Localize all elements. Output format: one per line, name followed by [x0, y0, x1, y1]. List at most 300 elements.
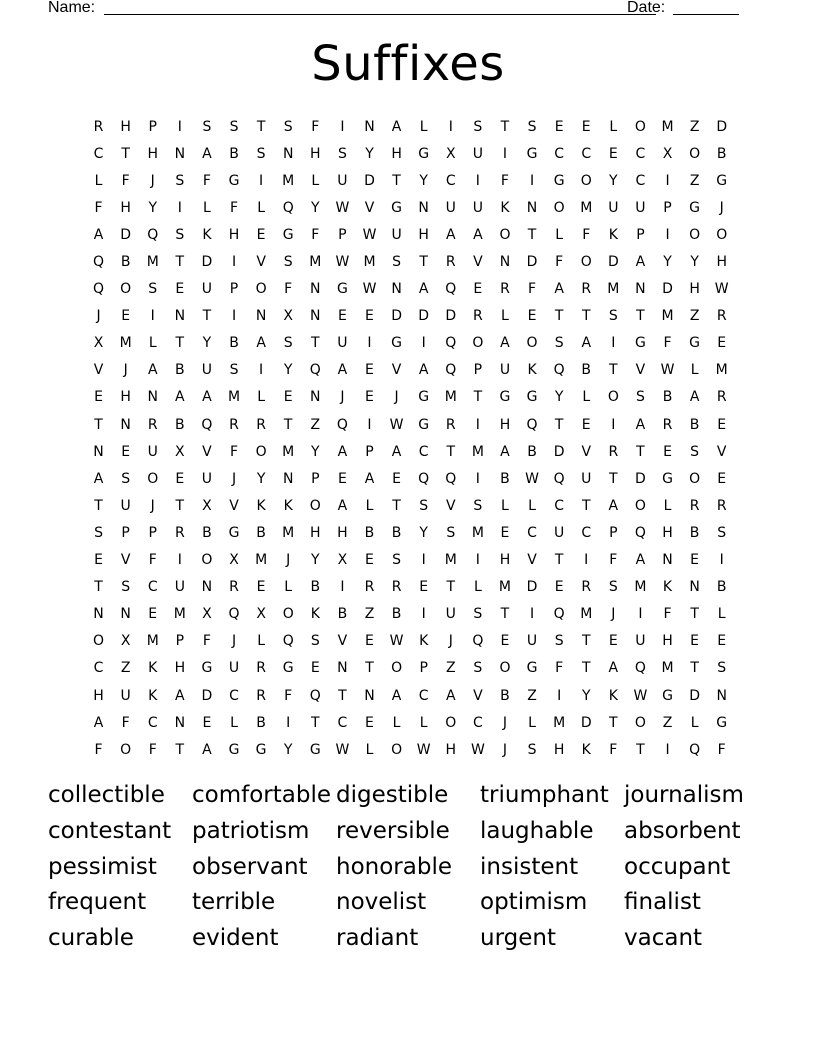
grid-letter: J [719, 199, 724, 216]
grid-letter: I [502, 145, 508, 162]
grid-letter: T [311, 335, 320, 352]
grid-letter: M [471, 443, 484, 460]
grid-letter: M [607, 281, 620, 298]
grid-letter: I [367, 416, 372, 433]
grid-letter: M [282, 443, 295, 460]
grid-letter: R [581, 281, 592, 298]
grid-letter: U [526, 633, 538, 650]
grid-letter: S [473, 118, 483, 135]
grid-letter: N [310, 308, 321, 325]
grid-letter: O [472, 335, 484, 352]
grid-letter: O [689, 226, 701, 243]
grid-letter: J [150, 172, 155, 189]
grid-letter: M [444, 552, 457, 569]
grid-letter: L [230, 714, 238, 731]
grid-letter: L [392, 714, 401, 731]
grid-letter: T [202, 308, 212, 325]
grid-letter: A [202, 389, 212, 406]
grid-letter: M [309, 254, 322, 271]
grid-letter: T [554, 308, 564, 325]
grid-letter: S [94, 524, 103, 541]
word-list-item: observant [192, 853, 308, 880]
grid-letter: F [202, 172, 211, 189]
grid-letter: V [716, 443, 727, 460]
grid-letter: R [608, 443, 619, 460]
grid-letter: F [121, 172, 130, 189]
header [48, 0, 740, 19]
grid-letter: S [283, 254, 293, 271]
grid-letter: H [310, 524, 321, 541]
grid-letter: M [227, 389, 241, 406]
grid-letter: I [177, 199, 182, 216]
grid-letter: O [580, 254, 592, 271]
grid-letter: T [175, 741, 185, 758]
grid-letter: F [229, 199, 239, 216]
grid-letter: Z [364, 606, 375, 623]
grid-letter: K [283, 497, 293, 514]
grid-letter: P [121, 524, 130, 541]
grid-letter: T [636, 308, 645, 325]
grid-letter: Y [202, 335, 212, 352]
grid-letter: L [257, 633, 266, 650]
grid-letter: K [148, 660, 158, 677]
grid-letter: C [527, 524, 537, 541]
grid-letter: R [229, 579, 239, 596]
grid-letter: T [473, 389, 483, 406]
grid-letter: D [662, 281, 673, 298]
grid-letter: B [175, 362, 185, 379]
grid-letter: U [201, 470, 213, 487]
grid-letter: D [635, 470, 646, 487]
grid-letter: S [554, 633, 564, 650]
grid-letter: I [529, 606, 535, 623]
grid-letter: S [202, 118, 212, 135]
grid-letter: O [499, 660, 511, 677]
grid-letter: Y [419, 172, 428, 189]
grid-letter: J [96, 308, 101, 325]
grid-letter: T [121, 145, 130, 162]
grid-letter: D [120, 226, 132, 243]
grid-letter: G [499, 389, 511, 406]
grid-letter: T [419, 254, 428, 271]
grid-letter: Q [689, 741, 701, 758]
grid-letter: I [340, 579, 345, 596]
grid-letter: T [527, 226, 537, 243]
grid-letter: A [689, 389, 700, 406]
grid-letter: B [689, 416, 700, 433]
grid-letter: Q [526, 416, 538, 433]
grid-letter: I [231, 254, 237, 271]
grid-letter: X [445, 145, 456, 162]
grid-letter: L [582, 389, 591, 406]
grid-letter: A [500, 335, 510, 352]
grid-letter: L [365, 741, 374, 758]
grid-letter: Y [365, 145, 374, 162]
grid-letter: S [717, 660, 727, 677]
grid-letter: K [256, 497, 266, 514]
grid-letter: Y [690, 254, 699, 271]
grid-letter: P [229, 281, 239, 298]
grid-letter: U [201, 362, 213, 379]
grid-letter: I [231, 308, 237, 325]
grid-letter: D [689, 687, 700, 704]
grid-letter: L [528, 497, 536, 514]
grid-letter: A [391, 687, 402, 704]
grid-letter: A [608, 497, 619, 514]
grid-letter: H [391, 145, 402, 162]
grid-letter: X [120, 633, 131, 650]
grid-letter: N [391, 281, 402, 298]
grid-letter: E [554, 118, 564, 135]
grid-letter: E [283, 389, 293, 406]
grid-letter: T [554, 416, 564, 433]
grid-letter: I [475, 470, 480, 487]
grid-letter: B [391, 524, 402, 541]
word-list-item: novelist [336, 889, 427, 916]
grid-letter: A [147, 362, 158, 379]
grid-letter: Q [445, 470, 457, 487]
grid-letter: G [689, 199, 701, 216]
grid-letter: I [259, 172, 264, 189]
grid-letter: Q [445, 335, 457, 352]
word-list-item: finalist [624, 889, 701, 916]
grid-letter: N [255, 308, 267, 325]
grid-letter: F [500, 172, 509, 189]
grid-letter: I [421, 335, 426, 352]
grid-letter: O [607, 389, 619, 406]
grid-letter: G [526, 389, 538, 406]
grid-letter: B [391, 606, 402, 623]
grid-letter: L [609, 118, 618, 135]
grid-letter: R [716, 389, 727, 406]
grid-letter: N [174, 145, 186, 162]
grid-letter: S [473, 497, 483, 514]
grid-letter: J [340, 389, 345, 406]
grid-letter: V [202, 443, 212, 460]
grid-letter: E [608, 145, 618, 162]
grid-letter: T [175, 335, 185, 352]
grid-letter: L [663, 497, 672, 514]
grid-letter: D [526, 579, 538, 596]
grid-letter: E [365, 308, 374, 325]
grid-letter: I [475, 416, 480, 433]
grid-letter: B [527, 443, 537, 460]
grid-letter: R [256, 660, 266, 677]
grid-letter: P [338, 226, 347, 243]
grid-letter: T [609, 362, 618, 379]
grid-letter: T [609, 714, 618, 731]
grid-letter: B [310, 579, 321, 596]
grid-letter: B [120, 254, 131, 271]
grid-letter: K [148, 687, 158, 704]
grid-letter: I [529, 172, 535, 189]
grid-letter: C [472, 714, 483, 731]
grid-letter: F [202, 633, 211, 650]
grid-letter: V [120, 552, 131, 569]
grid-letter: L [284, 579, 293, 596]
grid-letter: T [690, 660, 699, 677]
word-list-item: terrible [192, 889, 276, 916]
grid-letter: W [362, 226, 377, 243]
grid-letter: U [635, 199, 646, 216]
word-list-item: frequent [48, 889, 147, 916]
grid-letter: O [689, 145, 701, 162]
grid-letter: T [175, 254, 185, 271]
grid-letter: S [256, 145, 266, 162]
grid-letter: H [499, 416, 511, 433]
grid-letter: D [201, 687, 213, 704]
grid-letter: L [94, 172, 103, 189]
grid-letter: O [634, 497, 646, 514]
grid-letter: X [662, 145, 673, 162]
grid-letter: U [581, 470, 592, 487]
grid-letter: C [418, 443, 429, 460]
grid-letter: E [365, 362, 374, 379]
grid-letter: U [554, 524, 565, 541]
grid-letter: Y [283, 741, 293, 758]
grid-letter: U [337, 335, 348, 352]
grid-letter: O [120, 281, 132, 298]
grid-letter: A [256, 335, 266, 352]
grid-letter: F [717, 741, 726, 758]
grid-letter: Q [282, 633, 294, 650]
grid-letter: S [527, 741, 537, 758]
word-list-item: laughable [480, 817, 594, 844]
grid-letter: T [609, 470, 618, 487]
grid-letter: L [257, 199, 266, 216]
grid-letter: K [608, 687, 618, 704]
word-list-item: contestant [48, 817, 172, 844]
grid-letter: I [584, 552, 589, 569]
grid-letter: E [94, 552, 103, 569]
grid-letter: F [555, 254, 564, 271]
grid-letter: F [148, 552, 157, 569]
grid-letter: R [472, 308, 483, 325]
grid-letter: E [500, 524, 510, 541]
grid-letter: Q [553, 606, 565, 623]
grid-letter: Q [201, 416, 213, 433]
grid-letter: U [337, 172, 348, 189]
grid-letter: A [445, 226, 456, 243]
grid-letter: B [229, 335, 239, 352]
grid-letter: E [365, 552, 374, 569]
grid-letter: E [717, 470, 727, 487]
grid-letter: A [635, 416, 646, 433]
word-list-item: journalism [624, 782, 744, 808]
grid-letter: G [391, 335, 402, 352]
grid-letter: C [147, 579, 158, 596]
grid-letter: R [581, 579, 592, 596]
grid-letter: A [337, 497, 348, 514]
grid-letter: B [500, 687, 510, 704]
grid-letter: I [665, 741, 670, 758]
grid-letter: G [391, 199, 402, 216]
grid-letter: R [147, 416, 158, 433]
grid-letter: D [553, 443, 565, 460]
word-list-item: urgent [480, 925, 556, 952]
grid-letter: P [636, 226, 645, 243]
grid-letter: Y [256, 470, 266, 487]
grid-letter: G [201, 660, 213, 677]
grid-letter: I [177, 118, 182, 135]
grid-letter: D [201, 254, 213, 271]
grid-letter: M [173, 606, 186, 623]
grid-letter: N [364, 118, 375, 135]
grid-letter: H [120, 199, 131, 216]
grid-letter: V [364, 199, 375, 216]
grid-letter: S [690, 443, 700, 460]
grid-letter: N [282, 470, 294, 487]
grid-letter: J [502, 741, 508, 758]
word-list-item: occupant [624, 853, 731, 880]
grid-letter: Y [283, 362, 293, 379]
grid-letter: C [581, 524, 592, 541]
grid-letter: D [445, 308, 457, 325]
grid-letter: F [284, 281, 293, 298]
grid-letter: W [335, 254, 350, 271]
grid-letter: E [392, 470, 401, 487]
grid-letter: M [255, 552, 268, 569]
grid-letter: J [448, 633, 453, 650]
grid-letter: N [716, 687, 727, 704]
grid-letter: H [418, 226, 429, 243]
grid-letter: V [93, 362, 104, 379]
grid-letter: A [554, 281, 564, 298]
grid-letter: N [147, 389, 158, 406]
grid-letter: T [94, 579, 103, 596]
grid-letter: E [175, 470, 185, 487]
grid-letter: S [121, 579, 131, 596]
grid-letter: E [310, 660, 320, 677]
grid-letter: A [418, 362, 429, 379]
grid-letter: X [202, 497, 212, 514]
grid-letter: W [335, 741, 350, 758]
grid-letter: T [581, 497, 591, 514]
grid-letter: C [418, 687, 429, 704]
grid-letter: I [177, 552, 182, 569]
grid-letter: G [553, 172, 565, 189]
grid-letter: Q [228, 606, 240, 623]
word-list-item: collectible [48, 782, 165, 808]
grid-letter: C [635, 145, 646, 162]
grid-letter: N [120, 606, 131, 623]
grid-letter: T [446, 443, 456, 460]
grid-letter: H [228, 226, 240, 243]
grid-letter: E [365, 714, 374, 731]
grid-letter: H [147, 145, 158, 162]
grid-letter: N [337, 660, 348, 677]
grid-letter: R [445, 254, 456, 271]
grid-letter: Z [689, 308, 700, 325]
grid-letter: P [175, 633, 185, 650]
grid-letter: N [93, 606, 104, 623]
grid-letter: H [93, 687, 104, 704]
grid-letter: A [93, 226, 104, 243]
grid-letter: U [174, 579, 185, 596]
grid-letter: B [337, 606, 348, 623]
grid-letter: O [120, 741, 132, 758]
name-blank-line [104, 14, 656, 15]
word-list-item: digestible [336, 782, 449, 808]
grid-letter: N [174, 714, 186, 731]
grid-letter: K [310, 606, 320, 623]
grid-letter: M [498, 579, 511, 596]
grid-letter: A [635, 254, 646, 271]
grid-letter: I [340, 118, 345, 135]
grid-letter: P [663, 199, 672, 216]
grid-letter: V [635, 362, 646, 379]
grid-letter: O [580, 172, 592, 189]
word-list-item: comfortable [192, 782, 331, 808]
grid-letter: Y [148, 199, 158, 216]
grid-letter: Q [309, 687, 321, 704]
grid-letter: B [229, 145, 239, 162]
grid-letter: V [256, 254, 266, 271]
grid-letter: T [446, 579, 456, 596]
grid-letter: T [256, 118, 266, 135]
grid-letter: N [689, 579, 700, 596]
grid-letter: I [448, 118, 453, 135]
grid-letter: I [259, 362, 264, 379]
grid-letter: Q [634, 660, 646, 677]
grid-letter: M [634, 579, 647, 596]
grid-letter: B [175, 416, 185, 433]
grid-letter: M [661, 660, 674, 677]
grid-letter: W [525, 470, 539, 487]
grid-letter: V [581, 443, 592, 460]
grid-letter: V [229, 497, 239, 514]
grid-letter: P [473, 362, 483, 379]
grid-letter: E [690, 552, 700, 569]
grid-letter: Z [310, 416, 321, 433]
grid-letter: O [282, 606, 294, 623]
grid-letter: N [174, 308, 186, 325]
grid-letter: Q [309, 362, 321, 379]
grid-letter: A [445, 687, 456, 704]
grid-letter: H [716, 254, 727, 271]
grid-letter: B [716, 145, 727, 162]
grid-letter: I [611, 416, 616, 433]
grid-letter: H [337, 524, 348, 541]
grid-letter: U [120, 497, 131, 514]
grid-letter: G [418, 145, 430, 162]
grid-letter: S [446, 524, 456, 541]
grid-letter: O [445, 714, 457, 731]
grid-letter: C [229, 687, 239, 704]
grid-letter: V [527, 552, 537, 569]
grid-letter: S [527, 118, 537, 135]
grid-letter: E [256, 226, 266, 243]
grid-letter: N [310, 281, 321, 298]
grid-letter: L [690, 714, 699, 731]
grid-letter: Q [418, 470, 430, 487]
grid-letter: U [608, 199, 619, 216]
grid-letter: A [391, 443, 402, 460]
grid-letter: I [638, 606, 643, 623]
grid-letter: H [499, 552, 511, 569]
grid-letter: E [527, 308, 537, 325]
grid-letter: S [283, 118, 293, 135]
grid-letter: L [555, 226, 564, 243]
grid-letter: C [93, 660, 104, 677]
grid-letter: Y [311, 552, 320, 569]
grid-letter: D [526, 254, 538, 271]
word-list-item: honorable [336, 853, 452, 880]
grid-letter: J [611, 606, 616, 623]
grid-letter: U [472, 199, 483, 216]
grid-letter: B [689, 524, 700, 541]
grid-letter: D [716, 118, 728, 135]
